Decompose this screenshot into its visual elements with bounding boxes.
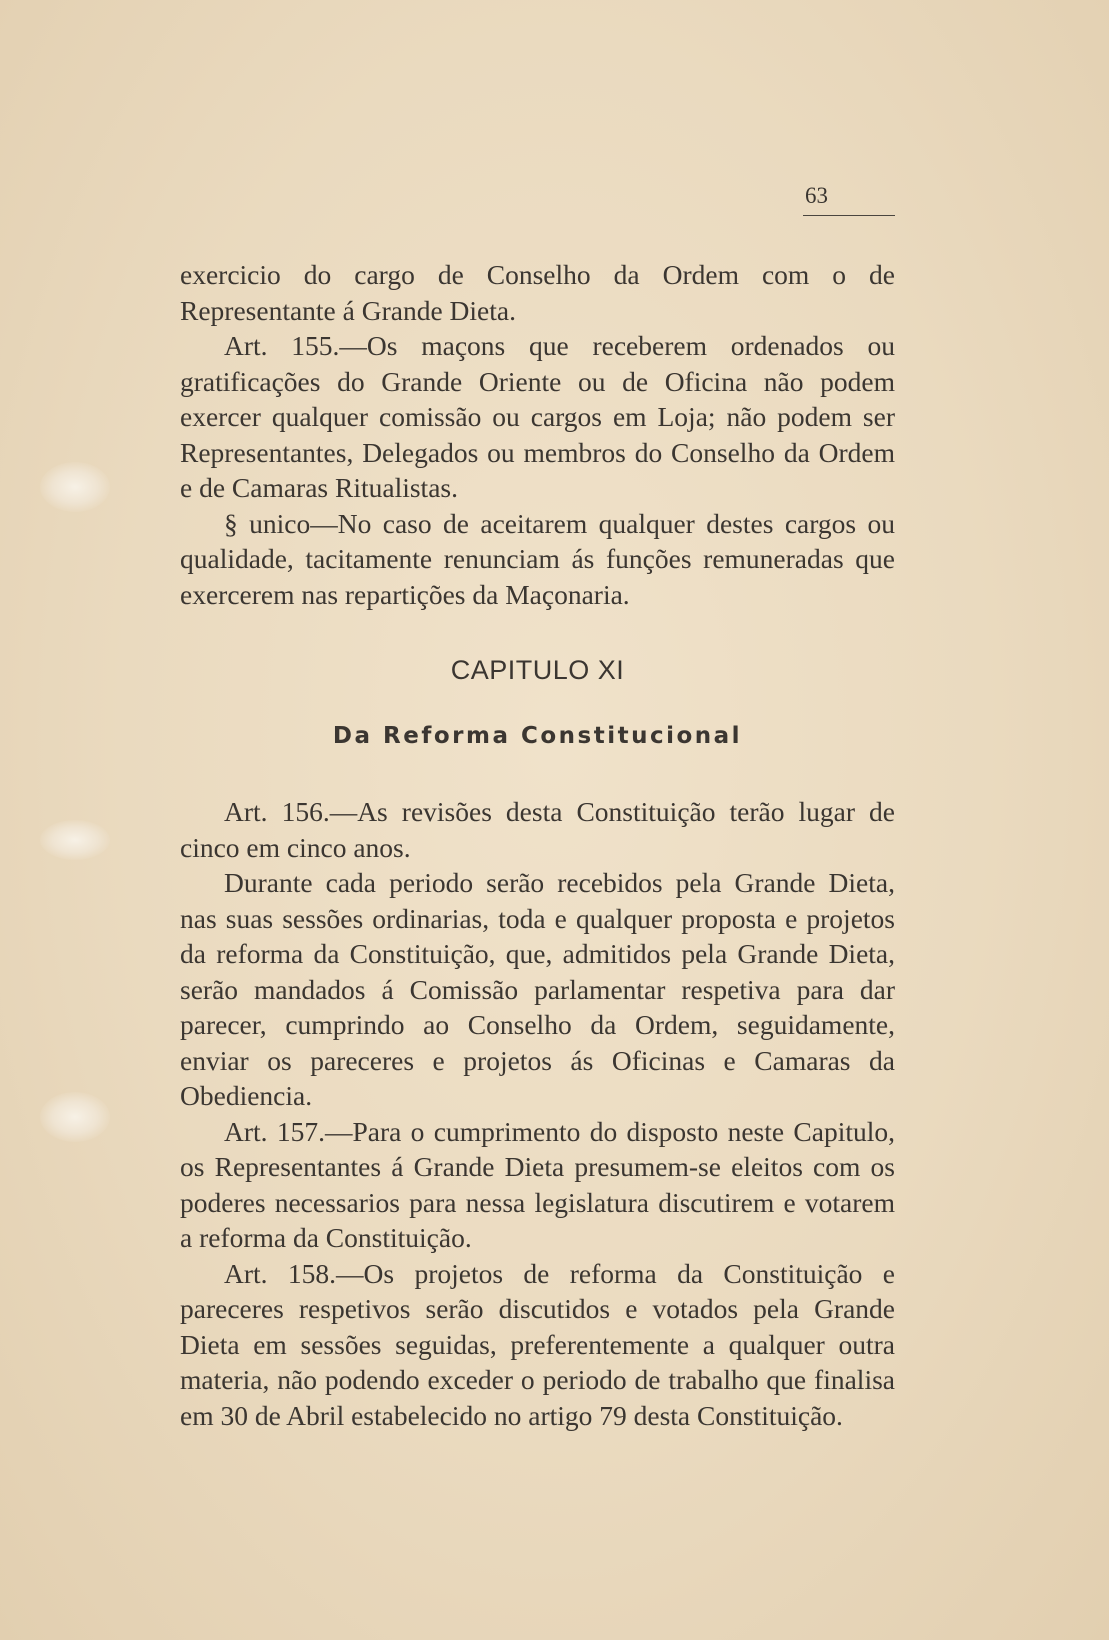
chapter-subtitle: Da Reforma Constitucional bbox=[332, 723, 743, 749]
paragraph: exercicio do cargo de Conselho da Ordem com o de Representante á Grande Dieta. bbox=[180, 259, 895, 326]
text-block-top bbox=[180, 257, 895, 612]
page-number-rule bbox=[803, 215, 895, 216]
page-number: 63 bbox=[805, 183, 828, 208]
paragraph-unico: § unico—No caso de aceitarem qualquer destes cargos ou qualidade, tacitamente renunciam ás funções remuneradas que exercerem nas repartições da Maçonaria. bbox=[180, 507, 895, 610]
paragraph-art-158: Art. 158.—Os projetos de reforma da Constituição e pareceres respetivos serão discutidos e votados pela Grande Dieta em sessões seguidas, preferentemente a qualquer outra materia, não podendo exceder o periodo de trabalho que finalisa em 30 de Abril estabelecido no artigo 79 desta Constituição. bbox=[180, 1257, 895, 1431]
paragraph-art-156: Art. 156.—As revisões desta Constituição terão lugar de cinco em cinco anos. bbox=[180, 796, 895, 863]
paragraph-art-157: Art. 157.—Para o cumprimento do disposto neste Capitulo, os Representantes á Grande Dieta presumem-se eleitos com os poderes necessarios para nessa legislatura discutirem e votarem a reforma da Constituição. bbox=[180, 1115, 895, 1253]
paragraph: Durante cada periodo serão recebidos pela Grande Dieta, nas suas sessões ordinarias, toda e qualquer proposta e projetos da reforma da Constituição, que, admitidos pela Grande Dieta, serão mandados á Comissão parlamentar respetiva para dar parecer, cumprindo ao Conselho da Ordem, seguidamente, enviar os pareceres e projetos ás Oficinas e Camaras da Obediencia. bbox=[180, 867, 895, 1111]
paragraph-art-155: Art. 155.—Os maçons que receberem ordenados ou gratificações do Grande Oriente ou de Oficina não podem exercer qualquer comissão ou cargos em Loja; não podem ser Representantes, Delegados ou membros do Conselho da Ordem e de Camaras Ritualistas. bbox=[180, 330, 895, 503]
binding-hole bbox=[40, 820, 110, 860]
binding-hole bbox=[40, 1092, 110, 1142]
text-block-bottom bbox=[180, 794, 895, 1433]
chapter-title: CAPITULO XI bbox=[450, 655, 625, 685]
binding-hole bbox=[40, 462, 110, 512]
